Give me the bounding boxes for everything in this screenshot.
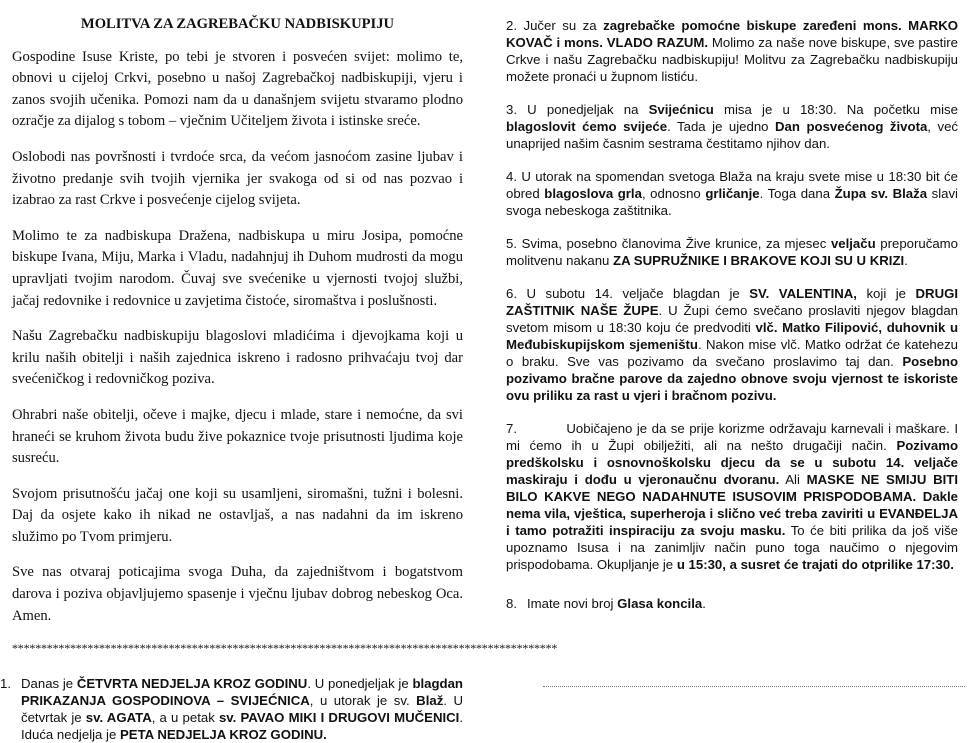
bold-text: vlč. Matko Filipović, duhovnik u Međubiskupijskom sjemeništu	[506, 320, 958, 352]
bold-text: sv. PAVAO MIKI I DRUGOVI MUČENICI	[218, 710, 460, 726]
text: , a u petak	[151, 710, 219, 726]
text: preporučamo molitvenu nakanu	[506, 236, 958, 268]
text: , u utorak je sv.	[309, 693, 417, 709]
bold-text: Glasa koncila	[617, 596, 703, 611]
text: . U četvrtak je	[21, 693, 464, 726]
spacer	[517, 286, 527, 301]
prayer-paragraph: Našu Zagrebačku nadbiskupiju blagoslovi mladićima i djevojkama koji u krilu naših obitelji i naših zajednica iskreno i radosno prihvaćaju tvoj dar svećeničkog i redovničkog poziva.	[12, 328, 463, 388]
announcement-item	[506, 168, 958, 219]
announcements-right	[506, 17, 958, 628]
text: Ali	[779, 472, 807, 487]
text: Danas je	[21, 676, 77, 692]
bold-text: Župa sv. Blaža	[834, 186, 928, 201]
spacer	[517, 421, 566, 436]
bold-text: zagrebačke pomoćne biskupe zaređeni mons. MARKO KOVAČ i mons. VLADO RAZUM.	[506, 18, 958, 50]
bold-text: grličanje	[705, 186, 760, 201]
bold-text: sv. AGATA	[85, 710, 152, 726]
announcement-item	[506, 285, 958, 404]
text: .	[702, 596, 706, 611]
text: U subotu 14. veljače blagdan je	[526, 286, 750, 301]
text: Jučer su za	[523, 18, 604, 33]
announcement-number: 8.	[506, 596, 517, 611]
text: misa je u 18:30. Na početku mise	[713, 102, 958, 117]
announcement-item	[506, 17, 958, 85]
text: . U ponedjeljak je	[307, 676, 413, 692]
bold-text: blagoslova grla	[544, 186, 642, 201]
text: U utorak na spomendan svetoga Blaža na kraju svete mise u 18:30 bit će obred	[506, 169, 958, 201]
text: Imate novi broj	[527, 596, 618, 611]
bold-text: Svijećnicu	[648, 102, 714, 117]
bold-text: blagoslovit ćemo svijeće	[506, 119, 668, 134]
announcement-item	[0, 675, 463, 743]
prayer-paragraph: Oslobodi nas površnosti i tvrdoće srca, da većom jasnoćom zasine ljubav i životno predanje svih tvojih vjernika jer svakoga od si od nas pozvao i izabrao za rast Crkve i posvećenje cijelog svijeta.	[12, 148, 463, 209]
text: . Iduća nedjelja je	[21, 710, 464, 743]
announcement-item	[506, 101, 958, 152]
text: . Toga dana	[759, 186, 835, 201]
text: .	[904, 253, 908, 268]
prayer-paragraph: Molimo te za nadbiskupa Dražena, nadbiskupa u miru Josipa, pomoćne biskupe Ivana, Miju, Marka i Vladu, nadahnjuj ih Duhom mudrosti da mogu upravljati tvojim narodom. Čuvaj sve svećenike u vjernosti tvojoj službi, jačaj redovnike i redovnice u zavjetima čistoće, siromaštva i poslušnosti.	[12, 227, 463, 309]
announcement-number: 1.	[0, 676, 11, 692]
prayer-paragraph: Gospodine Isuse Kriste, po tebi je stvoren i posvećen svijet: molimo te, obnovi u cijeloj Crkvi, posebno u našoj Zagrebačkoj nadbiskupiji, vjeru i zanos svojih učenika. Pomozi nam da u današnjem svijetu stvaramo plodno ozračje za dijalog s tobom – vječnim Učiteljem života i istinske sreće.	[12, 48, 463, 130]
announcement-item	[506, 420, 958, 573]
prayer-paragraph: Svojom prisutnošću jačaj one koji su usamljeni, siromašni, tužni i bolesni. Daj da osjete kako ih nikad ne ostavljaš, a nas nadahni da im iskreno služimo po Tvom primjeru.	[12, 485, 463, 545]
bold-text: Posebno pozivamo bračne parove da zajedno obnove svoju vjernost te iskoriste ovu priliku za rast u vjeri i bračnom pozivu.	[506, 354, 958, 403]
text: , već unaprijed našim časnim sestrama čestitamo njihov dan.	[506, 119, 958, 151]
bold-text: blagdan PRIKAZANJA GOSPODINOVA – SVIJEĆNICA	[21, 676, 463, 709]
announcement-number: 4.	[506, 169, 517, 184]
bold-text: PETA NEDJELJA KROZ GODINU.	[119, 727, 327, 743]
prayer-paragraph: Sve nas otvaraj poticajima svoga Duha, da zajedništvom i bogatstvom darova i poziva objavljujemo spasenje i vječnu ljubav dobrog nebeskog Oca. Amen.	[12, 564, 463, 624]
separator: **********************************************************************************************	[12, 641, 558, 656]
announcement-item	[506, 595, 958, 612]
text: . Tada je ujedno	[667, 119, 776, 134]
text: koji je	[856, 286, 916, 301]
text: Svima, posebno članovima Žive krunice, za mjesec	[521, 236, 831, 251]
prayer-title: MOLITVA ZA ZAGREBAČKU NADBISKUPIJU	[80, 16, 395, 32]
announcement-item	[506, 235, 958, 269]
bold-text: u 15:30, a susret će trajati do otprilike 17:30.	[676, 557, 954, 572]
bold-text: DRUGI ZAŠTITNIK NAŠE ŽUPE	[506, 286, 959, 318]
bold-text: Pozivamo predškolsku i osnovnoškolsku djecu da se u subotu 14. veljače maskiraju i dođu u vjeronaučnu dvoranu.	[506, 438, 958, 487]
page-edge-dotted-line	[543, 686, 965, 687]
text: . Nakon mise vlč. Matko održat će katehezu o braku. Sve vas pozivamo da svečano proslavimo taj dan.	[506, 337, 959, 369]
bold-text: veljaču	[830, 236, 876, 251]
announcements-left	[0, 675, 463, 743]
bold-text: Dan posvećenog života	[775, 119, 928, 134]
bold-text: MASKE NE SMIJU BITI BILO KAKVE NEGO NADAHNUTE ISUSOVIM PRISPODOBAMA. Dakle nema vila, vještica, superheroja i slično već treba zaviriti u EVANĐELJA i tamo potražiti inspiraciju za svoju masku.	[506, 472, 958, 538]
prayer-paragraph: Ohrabri naše obitelji, očeve i majke, djecu i mlade, stare i nemoćne, da svi hraneći se kruhom života budu žive pokaznice tvoje prisutnosti ljudima koje susreću.	[12, 406, 463, 467]
text: slavi svoga nebeskoga zaštitnika.	[506, 186, 958, 218]
text: . U Župi ćemo svečano proslaviti njegov blagdan svetom misom u 18:30 koju će predvoditi	[506, 303, 959, 335]
announcement-number: 3.	[506, 102, 517, 117]
bold-text: ZA SUPRUŽNIKE I BRAKOVE KOJI SU U KRIZI	[613, 253, 905, 268]
announcement-number: 6.	[506, 286, 517, 301]
announcement-number: 7.	[506, 421, 517, 436]
text: To će biti prilika da još više upoznamo Isusa i na zanimljiv način puno toga naučimo o njegovim prispodobama. Okupljanje je	[506, 523, 958, 572]
bold-text: Blaž	[416, 693, 444, 709]
announcement-number: 5.	[506, 236, 517, 251]
text: Molimo za naše nove biskupe, sve pastire Crkve i našu Zagrebačku nadbiskupiju! Molitvu za Zagrebačku nadbiskupiju možete pronaći u župnom listiću.	[506, 35, 958, 84]
bold-text: SV. VALENTINA,	[749, 286, 857, 301]
announcement-number: 2.	[506, 18, 517, 33]
text: Uobičajeno je da se prije korizme održavaju karnevali i maškare. I mi ćemo ih u Župi obilježiti, ali na nešto drugačiji način.	[506, 421, 958, 453]
text: U ponedjeljak na	[527, 102, 649, 117]
spacer	[517, 102, 527, 117]
bold-text: ČETVRTA NEDJELJA KROZ GODINU	[76, 676, 308, 692]
prayer-section	[0, 14, 558, 743]
text: , odnosno	[641, 186, 706, 201]
